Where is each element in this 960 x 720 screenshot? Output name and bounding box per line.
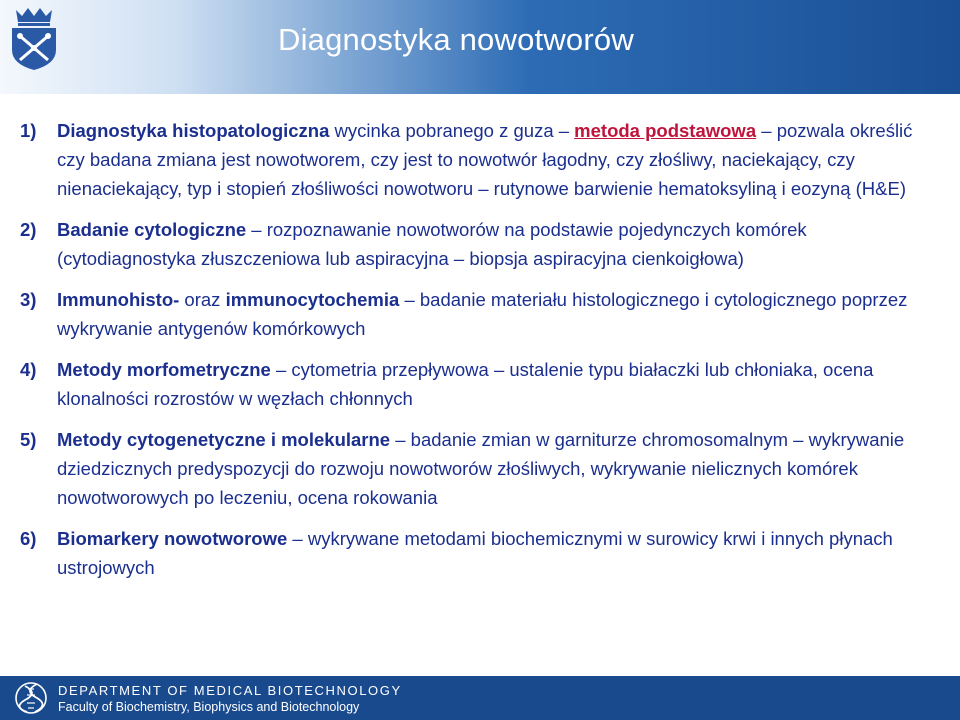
list-item: [20, 285, 940, 343]
item-heading: Biomarkery nowotworowe: [57, 528, 288, 549]
item-text: – pozwala określić czy badana zmiana jest nowotworem, czy jest to nowotwór łagodny, czy złośliwy, naciekający, czy nienaciekający, typ i stopień złośliwości nowotworu – rutynowe barwienie hematoksyliną i eozyną (H&E): [57, 120, 913, 199]
highlight-text: metoda podstawowa: [574, 120, 757, 141]
list-item: [20, 355, 940, 413]
item-heading: Metody morfometryczne: [57, 359, 271, 380]
list-item: [20, 215, 940, 273]
item-heading: immunocytochemia: [225, 289, 400, 310]
department-name: DEPARTMENT OF MEDICAL BIOTECHNOLOGY: [58, 683, 402, 698]
dna-helix-icon: [14, 681, 48, 715]
list-item: [20, 116, 940, 203]
slide-footer: [0, 676, 960, 720]
item-text: – rozpoznawanie nowotworów na podstawie pojedynczych komórek (cytodiagnostyka złuszczeniowa lub aspiracyjna – biopsja aspiracyjna cienkoigłowa): [57, 219, 807, 269]
item-heading: Badanie cytologiczne: [57, 219, 247, 240]
item-heading: Immunohisto-: [57, 289, 180, 310]
slide-header: [0, 0, 960, 94]
item-text: – badanie materiału histologicznego i cytologicznego poprzez wykrywanie antygenów komórkowych: [57, 289, 908, 339]
item-text: – cytometria przepływowa – ustalenie typu białaczki lub chłoniaka, ocena klonalności rozrostów w węzłach chłonnych: [57, 359, 874, 409]
item-number: 1): [20, 120, 37, 141]
item-text: oraz: [179, 289, 226, 310]
item-number: 4): [20, 359, 37, 380]
item-number: 2): [20, 219, 37, 240]
list-item: [20, 524, 940, 582]
slide-content: [20, 116, 940, 594]
item-number: 5): [20, 429, 37, 450]
item-heading: Metody cytogenetyczne i molekularne: [57, 429, 391, 450]
list-item: [20, 425, 940, 512]
item-heading: Diagnostyka histopatologiczna: [57, 120, 330, 141]
item-text: wycinka pobranego z guza –: [329, 120, 575, 141]
faculty-name: Faculty of Biochemistry, Biophysics and Biotechnology: [58, 700, 360, 714]
item-text: – wykrywane metodami biochemicznymi w surowicy krwi i innych płynach ustrojowych: [57, 528, 893, 578]
item-text: – badanie zmian w garniturze chromosomalnym – wykrywanie dziedzicznych predyspozycji do rozwoju nowotworów złośliwych, wykrywanie nielicznych komórek nowotworowych po leczeniu, ocena rokowania: [57, 429, 905, 508]
page-title: Diagnostyka nowotworów: [278, 22, 634, 57]
university-crest-icon: [8, 6, 60, 72]
item-number: 6): [20, 528, 37, 549]
item-number: 3): [20, 289, 37, 310]
